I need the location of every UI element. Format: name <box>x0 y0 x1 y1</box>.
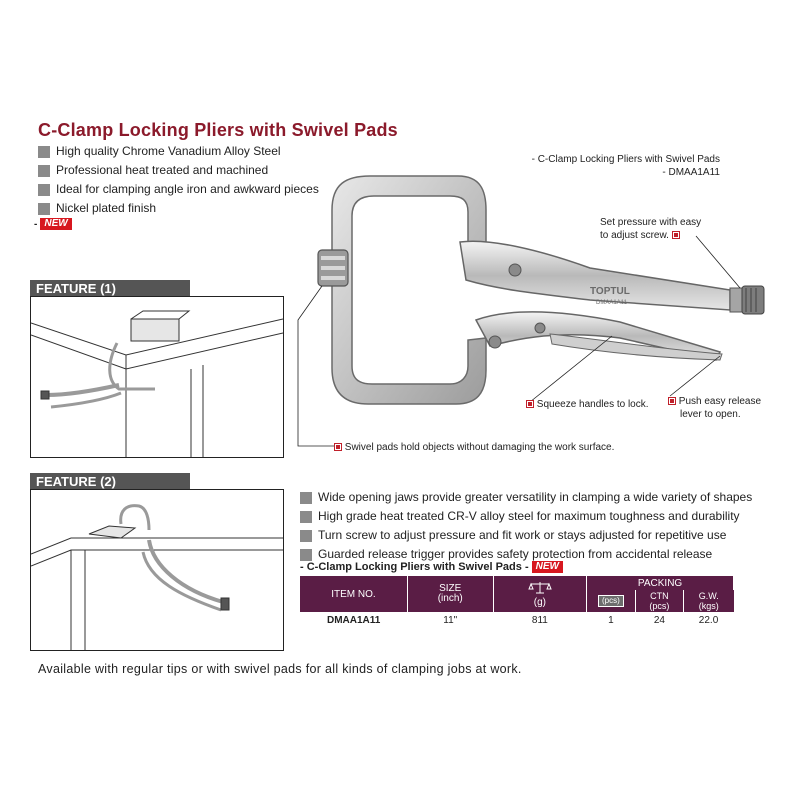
header-size: SIZE (inch) <box>407 576 493 612</box>
feature-bullet-list <box>300 488 752 564</box>
header-gw: G.W. (kgs) <box>684 590 734 612</box>
header-pcs: (pcs) <box>587 590 636 612</box>
table-caption: - C-Clamp Locking Pliers with Swivel Pads - NEW <box>300 561 563 573</box>
list-item: Turn screw to adjust pressure and fit work or stays adjusted for repetitive use <box>300 526 752 545</box>
callout-dot-icon <box>334 443 342 451</box>
bullet-square-icon <box>38 165 50 177</box>
bullet-square-icon <box>300 492 312 504</box>
list-item: Professional heat treated and machined <box>38 161 319 180</box>
list-item: High quality Chrome Vanadium Alloy Steel <box>38 142 319 161</box>
feature-1-illustration <box>31 297 283 457</box>
feature-2-illustration <box>31 490 283 650</box>
bullet-square-icon <box>300 549 312 561</box>
tool-brand-label: TOPTUL <box>590 286 630 297</box>
list-item: Guarded release trigger provides safety protection from accidental release <box>300 545 752 564</box>
list-item: Wide opening jaws provide greater versatility in clamping a wide variety of shapes <box>300 488 752 507</box>
bullet-square-icon <box>38 146 50 158</box>
bullet-square-icon <box>38 203 50 215</box>
feature-1-heading: FEATURE (1) <box>30 280 190 298</box>
callout-dot-icon <box>668 397 676 405</box>
feature-1-panel <box>30 296 284 458</box>
bullet-square-icon <box>38 184 50 196</box>
list-item: Nickel plated finish <box>38 199 319 218</box>
bullet-square-icon <box>300 530 312 542</box>
callout-dot-icon <box>526 400 534 408</box>
new-badge: NEW <box>40 218 71 230</box>
tool-code-label: DMAA1A11 <box>596 300 627 306</box>
callout-squeeze: Squeeze handles to lock. <box>526 398 649 411</box>
scale-icon <box>528 581 552 595</box>
header-item: ITEM NO. <box>300 576 407 612</box>
product-caption: - C-Clamp Locking Pliers with Swivel Pads - DMAA1A11 <box>531 154 720 178</box>
bullet-square-icon <box>300 511 312 523</box>
header-weight: (g) <box>493 576 587 612</box>
list-item: Ideal for clamping angle iron and awkward pieces <box>38 180 319 199</box>
spec-bullet-list <box>38 142 319 218</box>
callout-release: Push easy release lever to open. <box>668 395 761 421</box>
header-packing: PACKING <box>587 576 734 590</box>
callout-dot-icon <box>672 231 680 239</box>
spec-table <box>300 576 734 626</box>
feature-2-panel <box>30 489 284 651</box>
pliers-illustration <box>290 170 780 470</box>
page-title: C-Clamp Locking Pliers with Swivel Pads <box>38 120 398 140</box>
list-item: High grade heat treated CR-V alloy steel for maximum toughness and durability <box>300 507 752 526</box>
new-badge: NEW <box>532 561 563 573</box>
footer-text: Available with regular tips or with swivel pads for all kinds of clamping jobs at work. <box>38 662 522 676</box>
callout-swivel: Swivel pads hold objects without damaging the work surface. <box>334 441 614 454</box>
callout-adjust-screw: Set pressure with easy to adjust screw. <box>600 217 702 241</box>
new-marker: - NEW <box>34 218 72 230</box>
table-row: DMAA1A11 11" 811 1 24 22.0 <box>327 615 719 626</box>
header-ctn: CTN (pcs) <box>635 590 683 612</box>
feature-2-heading: FEATURE (2) <box>30 473 190 491</box>
